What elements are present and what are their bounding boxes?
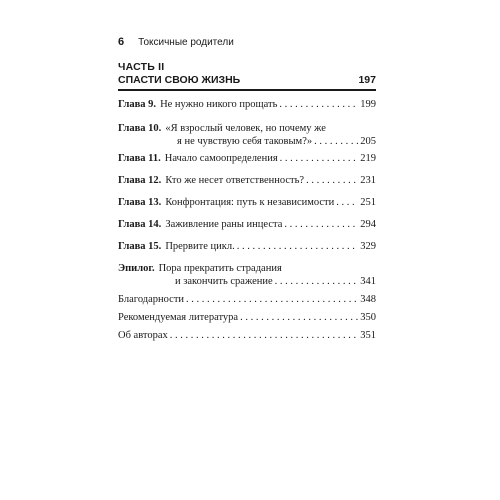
running-title: Токсичные родители [138, 37, 234, 48]
entry-page: 294 [360, 219, 376, 230]
toc-entry-about-authors[interactable] [118, 329, 376, 342]
toc-entry-chapter-10[interactable] [118, 122, 376, 148]
entry-title-cont: и закончить сражение [175, 276, 273, 287]
entry-title: Начало самоопределения [164, 153, 278, 164]
toc-entry-recommended-reading[interactable] [118, 311, 376, 324]
toc-entry-chapter-13[interactable] [118, 196, 376, 209]
dot-leader [237, 240, 359, 253]
entry-label: Глава 15. [118, 241, 162, 252]
page-number: 6 [118, 36, 125, 48]
entry-label: Глава 10. [118, 123, 162, 134]
running-head [118, 36, 234, 48]
entry-label: Эпилог. [118, 263, 155, 274]
dot-leader [170, 329, 358, 342]
entry-title-cont: я не чувствую себя таковым?» [177, 136, 313, 147]
entry-title: Не нужно никого прощать [160, 99, 278, 110]
entry-title: Рекомендуемая литература [118, 312, 239, 323]
toc-entry-chapter-12[interactable] [118, 174, 376, 187]
entry-title: Пора прекратить страдания [158, 263, 282, 274]
dot-leader [280, 152, 359, 165]
dot-leader [306, 174, 358, 187]
entry-page: 219 [360, 153, 376, 164]
dot-leader [336, 196, 358, 209]
entry-title: Заживление раны инцеста [165, 219, 283, 230]
entry-label: Глава 11. [118, 153, 161, 164]
entry-page: 251 [360, 197, 376, 208]
toc-entry-acknowledgements[interactable] [118, 293, 376, 306]
entry-page: 348 [360, 294, 376, 305]
entry-page: 341 [360, 276, 376, 287]
part-title-row [118, 74, 376, 86]
dot-leader [284, 218, 358, 231]
entry-page: 199 [360, 99, 376, 110]
toc-entry-chapter-9[interactable] [118, 98, 376, 111]
entry-title: Об авторах [118, 330, 168, 341]
dot-leader [279, 98, 358, 111]
toc-entry-chapter-11[interactable] [118, 152, 376, 165]
toc-entry-epilogue[interactable] [118, 262, 376, 288]
entry-label: Глава 9. [118, 99, 157, 110]
entry-page: 329 [360, 241, 376, 252]
entry-title: Кто же несет ответственность? [165, 175, 305, 186]
part-heading [118, 61, 376, 86]
part-label: ЧАСТЬ II [118, 61, 165, 73]
entry-title: «Я взрослый человек, но почему же [165, 123, 326, 134]
dot-leader [186, 293, 358, 306]
toc-entry-chapter-14[interactable] [118, 218, 376, 231]
part-title: СПАСТИ СВОЮ ЖИЗНЬ [118, 74, 241, 86]
part-rule [118, 89, 376, 91]
entry-title: Прервите цикл. [165, 241, 235, 252]
part-page: 197 [358, 74, 376, 86]
entry-title: Конфронтация: путь к независимости [165, 197, 335, 208]
entry-title: Благодарности [118, 294, 185, 305]
toc-entry-chapter-15[interactable] [118, 240, 376, 253]
entry-label: Глава 14. [118, 219, 162, 230]
dot-leader [314, 135, 358, 148]
entry-page: 231 [360, 175, 376, 186]
dot-leader [240, 311, 358, 324]
entry-page: 205 [360, 136, 376, 147]
entry-page: 350 [360, 312, 376, 323]
dot-leader [275, 275, 359, 288]
entry-page: 351 [360, 330, 376, 341]
entry-label: Глава 13. [118, 197, 162, 208]
entry-label: Глава 12. [118, 175, 162, 186]
